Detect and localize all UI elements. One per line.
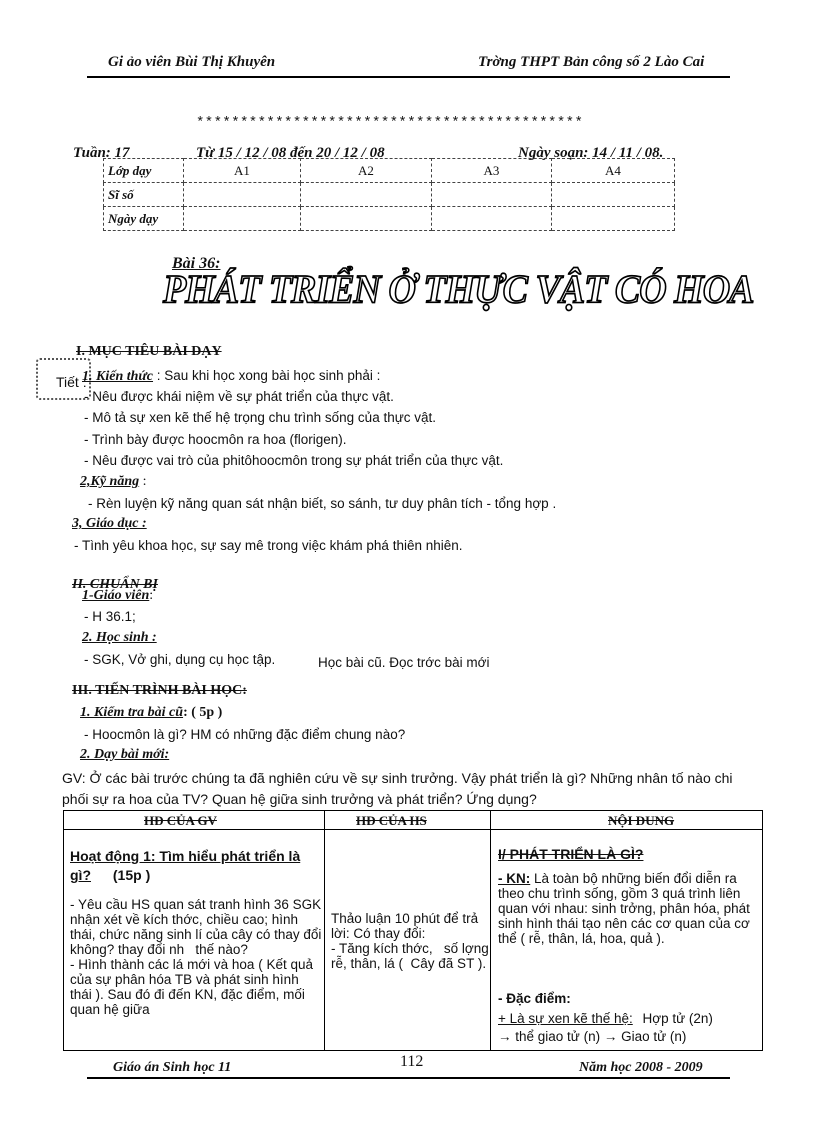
tiet-label: Tiết : [56, 374, 87, 390]
header-left: Gi ảo viên Bùi Thị Khuyên [108, 54, 276, 70]
alt-gen-a: Hợp tử (2n) [642, 1011, 713, 1026]
gv-activity-text: - Yêu cầu HS quan sát tranh hình 36 SGK nhận xét về kích thớc, chiều cao; hình thái, chức năng sinh lí của cây có thay đổi không? thay đổi nh thế nào? - Hình thành các lá mới và hoa ( Kết quả của sự phân hóa TB và phát sinh hình thái ). Sau đó đi đến KN, đặc điểm, mối quan hệ giữa [70, 897, 322, 1017]
class-table-cell [184, 207, 301, 231]
hs-column-header: HĐ CỦA HS [356, 813, 427, 828]
footer-right: Năm học 2008 - 2009 [579, 1060, 703, 1075]
teacher-item: - H 36.1; [84, 609, 136, 624]
class-table-cell [184, 183, 301, 207]
hs-activity-text: Thảo luận 10 phút để trả lời: Có thay đổi: - Tăng kích thớc, số lợng rễ, thân, lá ( Cây đã ST ). [331, 911, 489, 971]
prep-date: Ngày soạn: 14 / 11 / 08. [518, 145, 664, 161]
education-label: 3, Giáo dục : [72, 516, 147, 531]
class-table-row [104, 183, 675, 207]
education-item: - Tình yêu khoa học, sự say mê trong việc khám phá thiên nhiên. [74, 538, 463, 553]
class-table-cell [432, 183, 552, 207]
activity-title-text: Hoạt động 1: Tìm hiểu phát triển là gì? [70, 848, 301, 883]
knowledge-line [82, 368, 380, 385]
knowledge-item: - Trình bày được hoocmôn ra hoa (florigen). [84, 432, 347, 447]
page-number: 112 [400, 1053, 424, 1070]
kn-definition [498, 871, 760, 946]
dd-label: - Đặc điểm: [498, 991, 571, 1006]
teacher-suffix: : [149, 588, 154, 603]
class-table-label: Lớp dạy [104, 159, 184, 183]
teach-label: 2. Dạy bài mới: [80, 747, 170, 762]
check-item: - Hoocmôn là gì? HM có những đặc điểm chung nào? [84, 727, 406, 742]
class-table-cell [552, 207, 675, 231]
activity-title [70, 847, 310, 885]
knowledge-item: - Mô tả sự xen kẽ thế hệ trọng chu trình sống của thực vật. [84, 410, 437, 425]
header-rule [87, 76, 730, 78]
knowledge-item: - Nêu được vai trò của phitôhoocmôn trong sự phát triển của thực vật. [84, 453, 504, 468]
class-table-row-label: Sĩ số [104, 183, 184, 207]
alt-gen-text: + Là sự xen kẽ thế hệ: [498, 1011, 633, 1026]
teacher-line [82, 588, 153, 604]
student-item: - SGK, Vở ghi, dụng cụ học tập. [84, 652, 276, 667]
content-heading: I/ PHÁT TRIỂN LÀ GÌ? [498, 846, 644, 862]
class-table-row-label: Ngày dạy [104, 207, 184, 231]
date-range: Từ 15 / 12 / 08 đến 20 / 12 / 08 [196, 145, 385, 161]
check-line [80, 705, 222, 721]
skill-label: 2,Kỹ năng [80, 474, 140, 489]
lesson-number: Bài 36: [172, 255, 221, 272]
gv-intro: GV: Ở các bài trước chúng ta đã nghiên cứu về sự sinh trưởng. Vậy phát triển là gì? Những nhân tố nào chi phối sự ra hoa của TV? Quan hệ giữa sinh trưởng và phát triển? Ứng dụng? [62, 770, 733, 807]
content-column-header: NỘI DUNG [608, 813, 675, 828]
section3-heading: III. TIẾN TRÌNH BÀI HỌC: [72, 683, 247, 698]
class-table-cell [301, 183, 432, 207]
alt-gen-line [498, 1011, 760, 1026]
class-table-cell [552, 183, 675, 207]
section2-heading: II. CHUẨN BỊ [72, 577, 158, 592]
class-table-cell [301, 207, 432, 231]
activity-table [63, 810, 763, 1050]
class-table-cell [432, 207, 552, 231]
class-table-header-row [104, 159, 675, 183]
kn-text: Là toàn bộ những biến đổi diễn ra theo chu trình sống, gồm 3 quá trình liên quan với nhau: sinh trởng, phân hóa, phát sinh hình thái tạo nên các cơ quan của cơ thể ( rễ, thân, lá, hoa, quả ). [498, 871, 750, 946]
knowledge-intro: : Sau khi học xong bài học sinh phải : [153, 368, 381, 383]
knowledge-item: - Nêu được khái niệm về sự phát triển của thực vật. [84, 389, 394, 404]
header-right: Trờng THPT Bản công số 2 Lào Cai [478, 54, 705, 70]
kn-label: - KN: [498, 871, 531, 886]
teacher-label: 1-Giáo viên [82, 588, 150, 603]
gv-column-header: HĐ CỦA GV [144, 813, 217, 828]
skill-suffix: : [139, 474, 147, 489]
footer-rule [87, 1077, 730, 1079]
section1-heading: I. MỤC TIÊU BÀI DẠY [76, 344, 222, 359]
skill-line [80, 474, 147, 490]
stars-divider: ******************************************** [196, 115, 584, 131]
class-table-col-a2: A2 [301, 159, 432, 183]
check-suffix: : ( 5p ) [183, 705, 223, 720]
class-table-col-a3: A3 [432, 159, 552, 183]
student-extra: Học bài cũ. Đọc trớc bài mới [318, 655, 490, 670]
class-table [103, 158, 675, 231]
table-bottom-rule [63, 1050, 763, 1051]
activity-time: (15p ) [112, 867, 151, 883]
class-table-row [104, 207, 675, 231]
class-table-col-a4: A4 [552, 159, 675, 183]
footer-left: Giáo án Sinh học 11 [113, 1060, 232, 1075]
alt-gen-b: → thể giao tử (n) → Giao tử (n) [498, 1029, 687, 1044]
week-label: Tuần: 17 [73, 145, 130, 161]
table-header-rule [64, 829, 762, 830]
skill-item: - Rèn luyện kỹ năng quan sát nhận biết, so sánh, tư duy phân tích - tổng hợp . [88, 496, 557, 511]
check-label: 1. Kiểm tra bài cũ [80, 705, 184, 720]
student-label: 2. Học sinh : [82, 630, 157, 645]
lesson-title: PHÁT TRIỂN Ở THỰC VẬT CÓ HOA [163, 267, 754, 313]
class-table-col-a1: A1 [184, 159, 301, 183]
knowledge-label: 1. Kiến thức [82, 369, 154, 384]
